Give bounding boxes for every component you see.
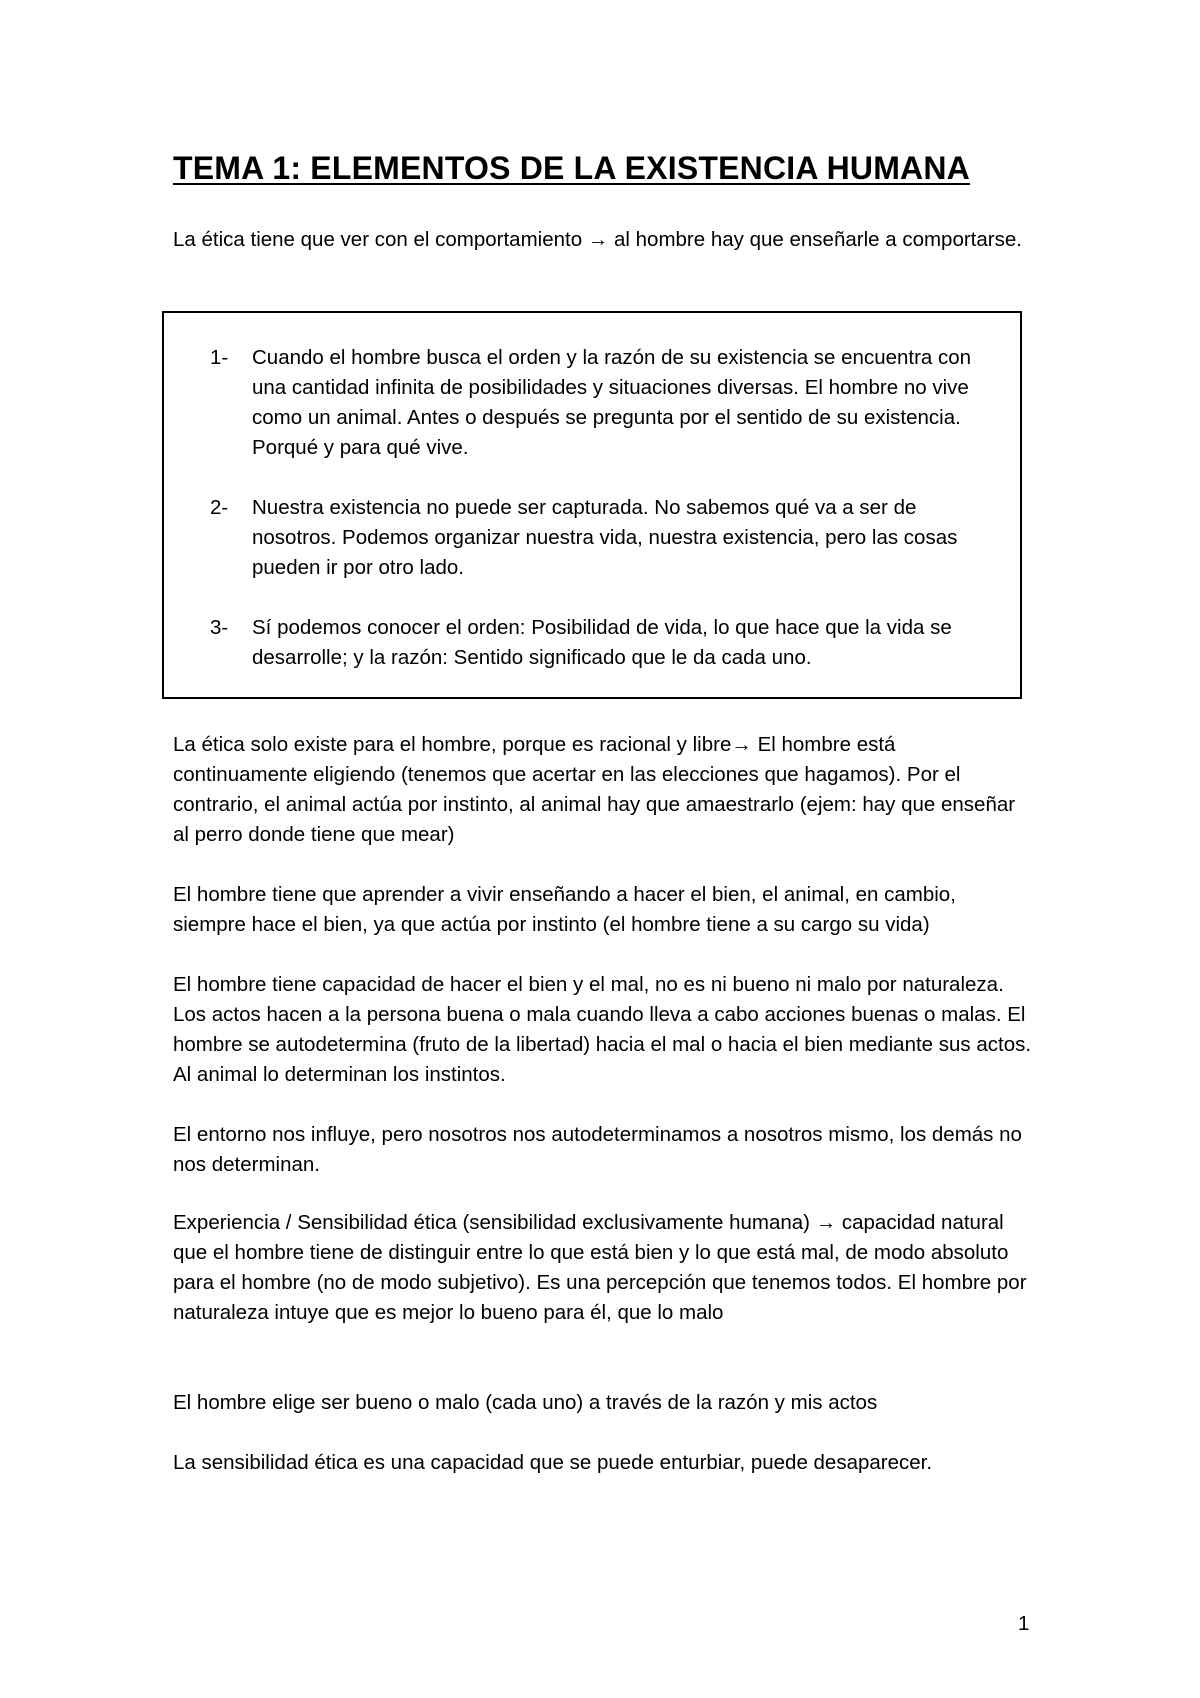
paragraph-1 (173, 730, 1033, 850)
list-item-text: Sí podemos conocer el orden: Posibilidad de vida, lo que hace que la vida se desarrolle; y la razón: Sentido significado que le da cada uno. (252, 616, 952, 669)
list-item-number: 1- (210, 346, 229, 369)
page-title: TEMA 1: ELEMENTOS DE LA EXISTENCIA HUMANA (173, 150, 970, 186)
list-item-number: 2- (210, 496, 229, 519)
paragraph-1-end: El hombre está continuamente eligiendo (tenemos que acertar en las elecciones que hagamos). Por el contrario, el animal actúa por instinto, al animal hay que amaestrarlo (ejem: hay que enseñar al perro donde tiene que mear) (173, 733, 1016, 846)
arrow-right-icon: → (815, 1211, 837, 1234)
paragraph-5 (173, 1208, 1033, 1328)
paragraph-7: La sensibilidad ética es una capacidad que se puede enturbiar, puede desaparecer. (173, 1451, 933, 1474)
numbered-list-box (162, 311, 1022, 699)
paragraph-1-start: La ética solo existe para el hombre, porque es racional y libre (173, 733, 732, 756)
list-item-text: Cuando el hombre busca el orden y la razón de su existencia se encuentra con una cantidad infinita de posibilidades y situaciones diversas. El hombre no vive como un animal. Antes o después se pregunta por el sentido de su existencia. Porqué y para qué vive. (252, 346, 972, 459)
paragraph-6: El hombre elige ser bueno o malo (cada uno) a través de la razón y mis actos (173, 1391, 878, 1414)
arrow-right-icon: → (587, 228, 609, 251)
list-item (210, 343, 990, 463)
arrow-right-icon: → (731, 733, 752, 756)
list-item-text: Nuestra existencia no puede ser capturada. No sabemos qué va a ser de nosotros. Podemos organizar nuestra vida, nuestra existencia, pero las cosas pueden ir por otro lado. (252, 496, 958, 579)
paragraph-3: El hombre tiene capacidad de hacer el bien y el mal, no es ni bueno ni malo por naturaleza. Los actos hacen a la persona buena o mala cuando lleva a cabo acciones buenas o malas. El hombre se autodetermina (fruto de la libertad) hacia el mal o hacia el bien mediante sus actos. Al animal lo determinan los instintos. (173, 973, 1032, 1086)
list-item (210, 493, 990, 583)
list-item (210, 613, 990, 673)
intro-text-end: al hombre hay que enseñarle a comportarse. (608, 228, 1022, 251)
paragraph-5-start: Experiencia / Sensibilidad ética (sensibilidad exclusivamente humana) (173, 1211, 816, 1234)
page-number: 1 (1018, 1612, 1030, 1635)
paragraph-4: El entorno nos influye, pero nosotros nos autodeterminamos a nosotros mismo, los demás no nos determinan. (173, 1123, 1022, 1176)
intro-text-start: La ética tiene que ver con el comportamiento (173, 228, 588, 251)
intro-paragraph (173, 225, 1033, 255)
list-item-number: 3- (210, 616, 229, 639)
paragraph-2: El hombre tiene que aprender a vivir enseñando a hacer el bien, el animal, en cambio, siempre hace el bien, ya que actúa por instinto (el hombre tiene a su cargo su vida) (173, 883, 956, 936)
paragraph-5-end: capacidad natural que el hombre tiene de distinguir entre lo que está bien y lo que está mal, de modo absoluto para el hombre (no de modo subjetivo). Es una percepción que tenemos todos. El hombre por naturaleza intuye que es mejor lo bueno para él, que lo malo (173, 1211, 1027, 1324)
